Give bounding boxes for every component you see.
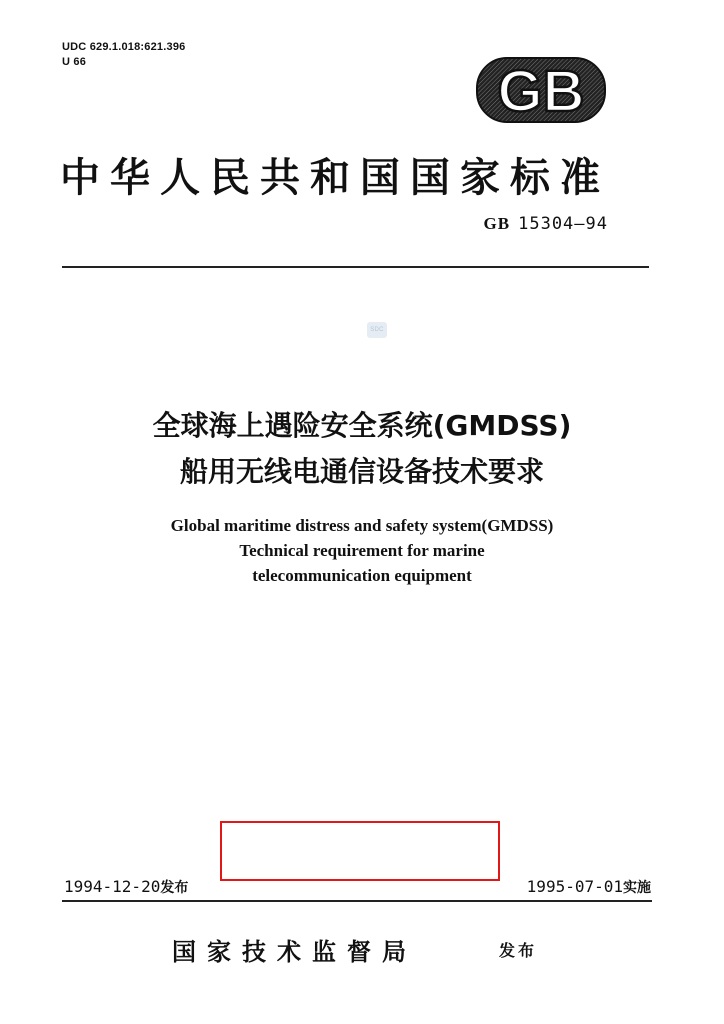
top-divider xyxy=(62,266,649,268)
bottom-divider xyxy=(62,900,652,902)
standard-number xyxy=(484,214,608,234)
issuer-suffix: 发布 xyxy=(499,941,538,960)
highlight-box xyxy=(220,821,500,881)
watermark-stamp xyxy=(367,322,387,338)
english-title-line-1: Global maritime distress and safety system(GMDSS) xyxy=(170,516,554,535)
chinese-title-line-2: 船用无线电通信设备技术要求 xyxy=(179,455,544,488)
issue-date xyxy=(64,877,188,897)
gb-logo xyxy=(476,57,606,123)
english-title-line-2: Technical requirement for marine xyxy=(239,541,485,560)
issue-date-label: 发布 xyxy=(160,880,189,896)
issuer-name: 国家技术监督局 xyxy=(172,937,417,966)
udc-code: UDC 629.1.018:621.396 xyxy=(62,41,186,53)
chinese-title-line-1: 全球海上遇险安全系统(GMDSS) xyxy=(152,409,572,442)
gb-logo-text: GB xyxy=(497,59,585,123)
standard-title: 中华人民共和国国家标准 xyxy=(60,154,610,201)
effective-date-label: 实施 xyxy=(623,880,651,896)
category-code: U 66 xyxy=(62,56,87,68)
udc-code-block xyxy=(62,40,185,70)
standard-number-prefix: GB xyxy=(483,214,511,233)
english-title-line-3: telecommunication equipment xyxy=(252,566,472,585)
watermark-text: SDC xyxy=(370,327,384,333)
effective-date-value: 1995-07-01 xyxy=(526,877,623,896)
standard-number-value: 15304—94 xyxy=(518,214,608,234)
issue-date-value: 1994-12-20 xyxy=(64,877,161,896)
effective-date xyxy=(527,877,651,897)
